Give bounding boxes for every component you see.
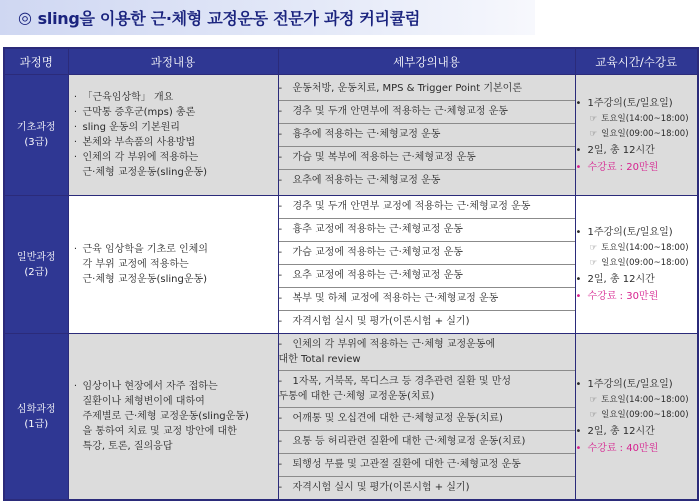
content-line xyxy=(69,439,278,454)
detail-line xyxy=(279,219,575,241)
schedule-text: 1주강의(토/일요일) xyxy=(587,97,673,109)
schedule-line xyxy=(576,224,698,241)
detail-text: 인체의 각 부위에 적용하는 근·체형 교정운동에 xyxy=(292,339,496,350)
course-row xyxy=(4,196,698,334)
content-text: sling 운동의 기본원리 xyxy=(82,122,180,133)
table-header-row xyxy=(4,48,698,75)
content-text: 인체의 각 부위에 적용하는 xyxy=(82,152,199,163)
lecture-details-cell xyxy=(278,196,575,334)
fee-text: 수강료 : 20만원 xyxy=(587,161,659,173)
course-grade: (1급) xyxy=(24,418,49,430)
title-mark: ◎ xyxy=(18,8,32,27)
detail-line xyxy=(279,288,575,310)
content-line xyxy=(69,379,278,394)
hours-line xyxy=(576,271,698,288)
course-content-cell xyxy=(68,196,278,334)
detail-item xyxy=(279,170,575,192)
detail-text: 요통 등 허리관련 질환에 대한 근·체형교정 운동(치료) xyxy=(292,436,526,447)
content-item xyxy=(69,242,278,287)
content-text: 「근육임상학」 개요 xyxy=(82,92,174,103)
detail-item xyxy=(279,101,575,124)
detail-item xyxy=(279,265,575,288)
content-line xyxy=(69,135,278,150)
content-line xyxy=(69,242,278,257)
content-line xyxy=(69,120,278,135)
time-fee-cell xyxy=(575,75,698,196)
bullet-icon: · xyxy=(73,92,78,103)
header-course-name: 과정명 xyxy=(4,48,68,75)
session-line xyxy=(576,127,698,142)
content-text: 을 통하여 치료 및 교정 방안에 대한 xyxy=(82,426,237,437)
time-fee-cell xyxy=(575,196,698,334)
detail-text: 자격시험 실시 및 평가(이론시험 + 실기) xyxy=(292,482,470,493)
bullet-icon: · xyxy=(73,152,78,163)
dash-icon: - xyxy=(278,106,283,117)
detail-line xyxy=(279,101,575,123)
detail-item xyxy=(279,477,575,499)
hours-text: 2일, 총 12시간 xyxy=(587,144,655,156)
course-name-cell xyxy=(4,75,68,196)
detail-text: 자격시험 실시 및 평가(이론시험 + 실기) xyxy=(292,316,470,327)
content-line xyxy=(69,409,278,424)
dash-icon: - xyxy=(278,175,283,186)
content-item xyxy=(69,120,278,135)
detail-line xyxy=(279,265,575,287)
fee-line xyxy=(576,288,698,305)
content-text: 각 부위 교정에 적용하는 xyxy=(82,259,189,270)
detail-text: 요추 교정에 적용하는 근·체형교정 운동 xyxy=(292,270,463,281)
session-text: 토요일(14:00~18:00) xyxy=(601,243,689,253)
fee-line xyxy=(576,159,698,176)
course-content-cell xyxy=(68,334,278,501)
content-line xyxy=(69,424,278,439)
curriculum-table xyxy=(3,47,699,501)
detail-line xyxy=(279,170,575,192)
bullet-icon: · xyxy=(73,244,78,255)
session-line xyxy=(576,393,698,408)
detail-text: 가슴 교정에 적용하는 근·체형교정 운동 xyxy=(292,247,463,258)
detail-text: 어깨통 및 오십견에 대한 근·체형교정 운동(치료) xyxy=(292,413,503,424)
detail-item xyxy=(279,219,575,242)
bullet-icon: • xyxy=(575,161,582,173)
bullet-icon: • xyxy=(575,144,582,156)
detail-item xyxy=(279,454,575,477)
bullet-icon: • xyxy=(575,274,582,285)
hours-text: 2일, 총 12시간 xyxy=(587,426,655,437)
detail-line xyxy=(279,78,575,100)
content-text: 근·체형 교정운동(sling운동) xyxy=(82,274,208,285)
detail-item xyxy=(279,334,575,371)
detail-text: 경추 및 두개 안면부 교정에 적용하는 근·체형교정 운동 xyxy=(292,201,531,212)
dash-icon: - xyxy=(278,247,283,258)
bullet-icon: · xyxy=(73,137,78,148)
detail-text: 1자목, 거북목, 목디스크 등 경추관련 질환 및 만성 xyxy=(292,376,512,387)
session-line xyxy=(576,241,698,256)
dash-icon: - xyxy=(278,459,283,470)
title-text: sling을 이용한 근·체형 교정운동 전문가 과정 커리큘럼 xyxy=(37,9,421,28)
course-grade: (3급) xyxy=(24,137,49,148)
course-content-cell xyxy=(68,75,278,196)
content-item xyxy=(69,135,278,150)
bullet-icon: • xyxy=(575,97,582,109)
detail-line xyxy=(279,147,575,169)
header-course-content: 과정내용 xyxy=(68,48,278,75)
content-text: 근육 임상학을 기초로 인체의 xyxy=(82,244,208,255)
header-lecture-details: 세부강의내용 xyxy=(278,48,575,75)
detail-item xyxy=(279,431,575,454)
detail-item xyxy=(279,147,575,170)
content-item xyxy=(69,105,278,120)
detail-text: 퇴행성 무릎 및 고관절 질환에 대한 근·체형교정 운동 xyxy=(292,459,521,470)
course-row xyxy=(4,334,698,501)
detail-text: 운동처방, 운동치료, MPS & Trigger Point 기본이론 xyxy=(292,83,522,94)
detail-item xyxy=(279,196,575,219)
content-text: 근막통 증후군(mps) 총론 xyxy=(82,107,196,118)
detail-text: 가슴 및 복부에 적용하는 근·체형교정 운동 xyxy=(292,152,476,163)
detail-text: 흉추에 적용하는 근·체형교정 운동 xyxy=(292,129,441,140)
detail-line xyxy=(279,352,575,367)
course-grade: (2급) xyxy=(24,266,49,278)
hours-line xyxy=(576,142,698,159)
content-text: 주제별로 근·체형 교정운동(sling운동) xyxy=(82,411,249,422)
content-line xyxy=(69,165,278,180)
detail-item xyxy=(279,408,575,431)
session-text: 일요일(09:00~18:00) xyxy=(601,128,689,139)
course-name: 일반과정 xyxy=(16,251,56,263)
schedule-text: 1주강의(토/일요일) xyxy=(587,379,673,390)
content-item xyxy=(69,379,278,454)
header-time-fee: 교육시간/수강료 xyxy=(575,48,698,75)
bullet-icon: • xyxy=(575,291,582,302)
content-item xyxy=(69,90,278,105)
fee-line xyxy=(576,440,698,457)
content-line xyxy=(69,150,278,165)
content-text: 임상이나 현장에서 자주 접하는 xyxy=(82,381,218,392)
lecture-details-cell xyxy=(278,334,575,501)
page-title xyxy=(0,0,535,35)
course-row xyxy=(4,75,698,196)
time-fee-cell xyxy=(575,334,698,501)
detail-line xyxy=(279,454,575,476)
detail-text: 대한 Total review xyxy=(278,354,361,365)
bullet-icon: • xyxy=(575,426,582,437)
detail-item xyxy=(279,242,575,265)
dash-icon: - xyxy=(278,152,283,163)
detail-item xyxy=(279,124,575,147)
dash-icon: - xyxy=(278,83,283,94)
dash-icon: - xyxy=(278,316,283,327)
session-text: 일요일(09:00~18:00) xyxy=(601,258,689,268)
session-line xyxy=(576,112,698,127)
dash-icon: - xyxy=(278,201,283,212)
session-text: 토요일(14:00~18:00) xyxy=(601,113,689,124)
schedule-line xyxy=(576,95,698,112)
detail-line xyxy=(279,477,575,499)
course-name: 기초과정 xyxy=(16,122,56,133)
fee-text: 수강료 : 40만원 xyxy=(587,443,659,454)
detail-item xyxy=(279,311,575,333)
detail-item xyxy=(279,371,575,408)
pointing-hand-icon: ☞ xyxy=(589,243,598,253)
detail-text: 경추 및 두개 안면부에 적용하는 근·체형교정 운동 xyxy=(292,106,508,117)
detail-line xyxy=(279,408,575,430)
dash-icon: - xyxy=(278,376,283,387)
detail-text: 복부 및 하체 교정에 적용하는 근·체형교정 운동 xyxy=(292,293,499,304)
content-line xyxy=(69,272,278,287)
pointing-hand-icon: ☞ xyxy=(589,258,598,268)
detail-line xyxy=(279,337,575,352)
bullet-icon: · xyxy=(73,107,78,118)
hours-text: 2일, 총 12시간 xyxy=(587,274,655,285)
detail-line xyxy=(279,374,575,389)
dash-icon: - xyxy=(278,224,283,235)
fee-text: 수강료 : 30만원 xyxy=(587,291,659,302)
detail-text: 두통에 대한 근·체형 교정운동(치료) xyxy=(278,391,435,402)
detail-line xyxy=(279,431,575,453)
detail-text: 흉추 교정에 적용하는 근·체형교정 운동 xyxy=(292,224,463,235)
bullet-icon: · xyxy=(73,381,78,392)
detail-line xyxy=(279,124,575,146)
dash-icon: - xyxy=(278,339,283,350)
content-line xyxy=(69,105,278,120)
detail-line xyxy=(279,389,575,404)
detail-item xyxy=(279,78,575,101)
bullet-icon: • xyxy=(575,227,582,238)
session-line xyxy=(576,256,698,271)
content-text: 본체와 부속품의 사용방법 xyxy=(82,137,196,148)
bullet-icon: · xyxy=(73,122,78,133)
dash-icon: - xyxy=(278,293,283,304)
detail-item xyxy=(279,288,575,311)
detail-line xyxy=(279,196,575,218)
course-name: 심화과정 xyxy=(16,403,56,415)
detail-line xyxy=(279,242,575,264)
content-line xyxy=(69,257,278,272)
pointing-hand-icon: ☞ xyxy=(589,113,598,124)
bullet-icon: • xyxy=(575,443,582,454)
pointing-hand-icon: ☞ xyxy=(589,410,598,420)
content-item xyxy=(69,150,278,180)
dash-icon: - xyxy=(278,270,283,281)
schedule-line xyxy=(576,376,698,393)
detail-text: 요추에 적용하는 근·체형교정 운동 xyxy=(292,175,441,186)
dash-icon: - xyxy=(278,482,283,493)
course-name-cell xyxy=(4,196,68,334)
content-line xyxy=(69,90,278,105)
session-text: 일요일(09:00~18:00) xyxy=(601,410,689,420)
schedule-text: 1주강의(토/일요일) xyxy=(587,227,673,238)
session-line xyxy=(576,408,698,423)
pointing-hand-icon: ☞ xyxy=(589,395,598,405)
course-name-cell xyxy=(4,334,68,501)
content-line xyxy=(69,394,278,409)
lecture-details-cell xyxy=(278,75,575,196)
content-text: 근·체형 교정운동(sling운동) xyxy=(82,167,208,178)
session-text: 토요일(14:00~18:00) xyxy=(601,395,689,405)
dash-icon: - xyxy=(278,129,283,140)
pointing-hand-icon: ☞ xyxy=(589,128,598,139)
hours-line xyxy=(576,423,698,440)
content-text: 질환이나 체형변이에 대하여 xyxy=(82,396,205,407)
dash-icon: - xyxy=(278,413,283,424)
bullet-icon: • xyxy=(575,379,582,390)
dash-icon: - xyxy=(278,436,283,447)
detail-line xyxy=(279,311,575,333)
content-text: 특강, 토론, 질의응답 xyxy=(82,441,173,452)
